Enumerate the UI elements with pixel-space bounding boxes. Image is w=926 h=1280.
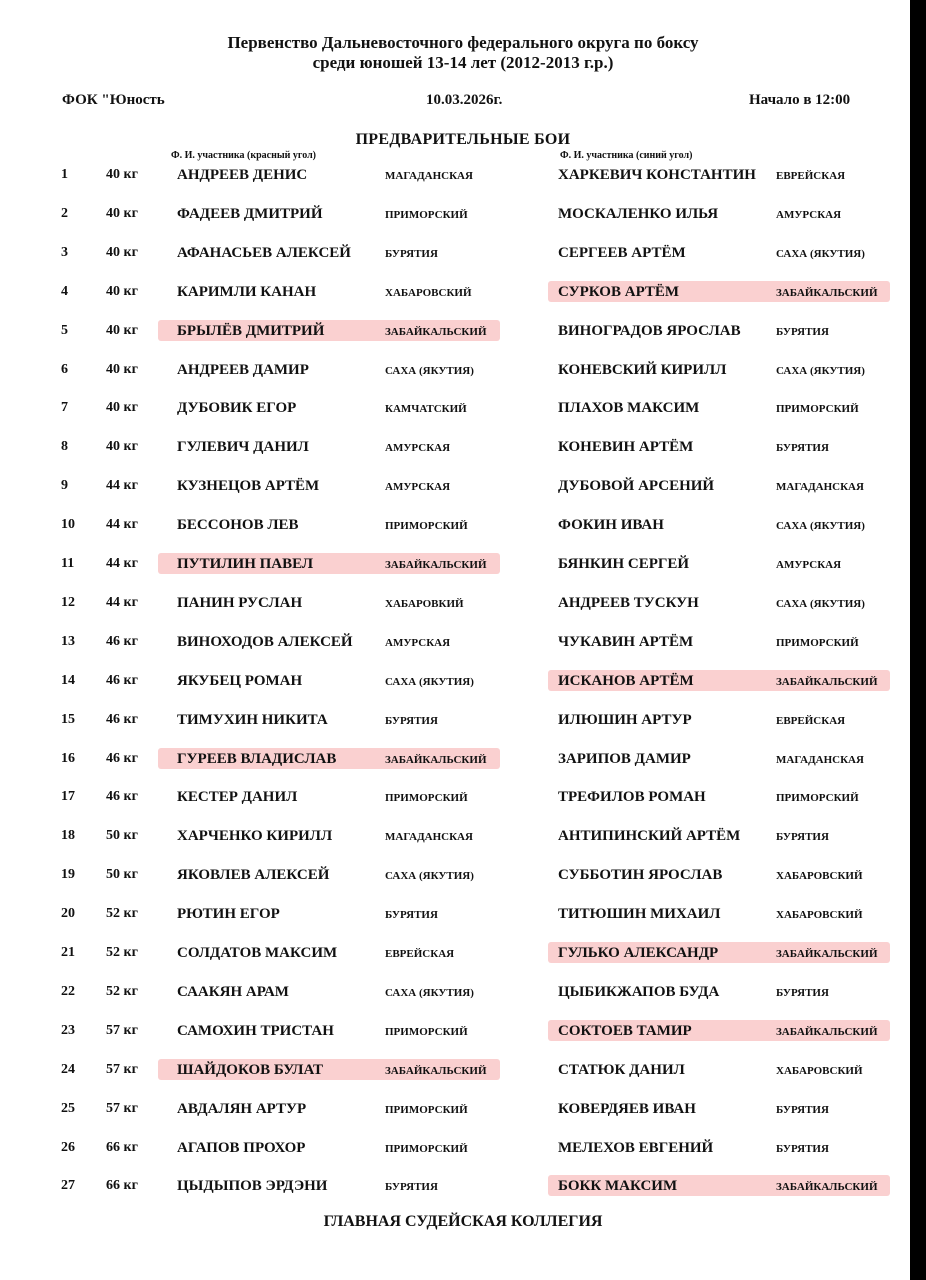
red-corner-name: ГУЛЕВИЧ ДАНИЛ xyxy=(177,439,309,456)
blue-corner-region: МАГАДАНСКАЯ xyxy=(776,481,864,494)
blue-corner-region: САХА (ЯКУТИЯ) xyxy=(776,520,865,533)
red-corner-name: САМОХИН ТРИСТАН xyxy=(177,1022,334,1039)
weight-class: 46 кг xyxy=(106,633,138,649)
red-corner-name: КАРИМЛИ КАНАН xyxy=(177,283,317,300)
red-corner-region: АМУРСКАЯ xyxy=(385,636,451,649)
column-header-blue-corner: Ф. И. участника (синий угол) xyxy=(560,150,693,161)
blue-corner-name: ЗАРИПОВ ДАМИР xyxy=(558,750,691,767)
weight-class: 46 кг xyxy=(106,711,138,727)
bout-number: 1 xyxy=(61,167,68,182)
red-corner-name: ВИНОХОДОВ АЛЕКСЕЙ xyxy=(177,633,353,650)
red-corner-name: ГУРЕЕВ ВЛАДИСЛАВ xyxy=(177,750,337,767)
blue-corner-region: БУРЯТИЯ xyxy=(776,1103,829,1116)
bout-number: 24 xyxy=(61,1061,75,1077)
footer-title: ГЛАВНАЯ СУДЕЙСКАЯ КОЛЛЕГИЯ xyxy=(323,1213,603,1230)
red-corner-name: АНДРЕЕВ ДЕНИС xyxy=(177,167,308,183)
blue-corner-region: САХА (ЯКУТИЯ) xyxy=(776,247,865,260)
red-corner-region: БУРЯТИЯ xyxy=(385,1181,438,1194)
blue-corner-name: ДУБОВОЙ АРСЕНИЙ xyxy=(558,478,715,495)
weight-class: 46 кг xyxy=(106,672,138,688)
scan-edge xyxy=(910,0,926,1280)
red-corner-name: РЮТИН ЕГОР xyxy=(177,906,280,923)
weight-class: 46 кг xyxy=(106,750,138,766)
bout-row xyxy=(0,742,910,780)
bout-row xyxy=(0,936,910,974)
red-corner-name: БЕССОНОВ ЛЕВ xyxy=(177,517,299,534)
bout-number: 15 xyxy=(61,711,75,727)
bout-row xyxy=(0,353,910,391)
blue-corner-region: БУРЯТИЯ xyxy=(776,986,829,999)
blue-corner-name: КОВЕРДЯЕВ ИВАН xyxy=(558,1100,696,1117)
bout-number: 12 xyxy=(61,594,75,610)
weight-class: 40 кг xyxy=(106,361,138,377)
bout-number: 21 xyxy=(61,945,75,960)
red-corner-name: СОЛДАТОВ МАКСИМ xyxy=(177,945,338,961)
bout-row xyxy=(0,391,910,429)
bout-number: 4 xyxy=(61,283,68,299)
bout-row xyxy=(0,430,910,468)
blue-corner-region: ХАБАРОВСКИЙ xyxy=(776,870,863,883)
blue-corner-name: СУРКОВ АРТЁМ xyxy=(558,283,680,300)
bout-number: 7 xyxy=(61,400,68,416)
blue-corner-name: АНДРЕЕВ ТУСКУН xyxy=(558,594,699,611)
blue-corner-region: ЗАБАЙКАЛЬСКИЙ xyxy=(776,286,878,299)
bout-row xyxy=(0,819,910,857)
weight-class: 44 кг xyxy=(106,594,138,610)
bout-row xyxy=(0,664,910,702)
red-corner-region: БУРЯТИЯ xyxy=(385,247,438,260)
blue-corner-region: БУРЯТИЯ xyxy=(776,325,829,338)
blue-corner-region: МАГАДАНСКАЯ xyxy=(776,753,864,766)
blue-corner-name: КОНЕВИН АРТЁМ xyxy=(558,439,694,456)
blue-corner-region: ЗАБАЙКАЛЬСКИЙ xyxy=(776,948,878,960)
red-corner-region: ПРИМОРСКИЙ xyxy=(385,520,468,533)
bout-row xyxy=(0,780,910,818)
bout-number: 23 xyxy=(61,1022,75,1038)
red-corner-region: САХА (ЯКУТИЯ) xyxy=(385,986,474,999)
bout-number: 19 xyxy=(61,867,75,883)
weight-class: 57 кг xyxy=(106,1061,138,1077)
document-title-line1: Первенство Дальневосточного федерального округа по боксу xyxy=(227,33,699,52)
blue-corner-name: ТРЕФИЛОВ РОМАН xyxy=(558,789,706,806)
event-date: 10.03.2026г. xyxy=(426,92,503,108)
document-title-line2: среди юношей 13-14 лет (2012-2013 г.р.) xyxy=(312,53,614,72)
red-corner-region: МАГАДАНСКАЯ xyxy=(385,831,473,844)
weight-class: 40 кг xyxy=(106,283,138,299)
weight-class: 52 кг xyxy=(106,945,138,960)
weight-class: 44 кг xyxy=(106,478,138,494)
weight-class: 50 кг xyxy=(106,828,138,844)
blue-corner-name: КОНЕВСКИЙ КИРИЛЛ xyxy=(558,361,727,378)
red-corner-region: БУРЯТИЯ xyxy=(385,909,438,922)
red-corner-name: КЕСТЕР ДАНИЛ xyxy=(177,789,298,806)
bout-number: 13 xyxy=(61,633,75,649)
blue-corner-region: ХАБАРОВСКИЙ xyxy=(776,909,863,922)
venue: ФОК "Юность xyxy=(62,92,165,108)
red-corner-name: ФАДЕЕВ ДМИТРИЙ xyxy=(177,205,323,222)
bout-row xyxy=(0,508,910,546)
red-corner-name: ХАРЧЕНКО КИРИЛЛ xyxy=(177,828,333,845)
blue-corner-region: САХА (ЯКУТИЯ) xyxy=(776,597,865,610)
blue-corner-region: БУРЯТИЯ xyxy=(776,442,829,455)
bout-row xyxy=(0,1053,910,1091)
red-corner-name: ПУТИЛИН ПАВЕЛ xyxy=(177,556,314,572)
blue-corner-region: БУРЯТИЯ xyxy=(776,1142,829,1155)
bout-number: 5 xyxy=(61,322,68,338)
blue-corner-region: ЗАБАЙКАЛЬСКИЙ xyxy=(776,1025,878,1038)
bout-number: 10 xyxy=(61,517,75,533)
bout-number: 14 xyxy=(61,672,75,688)
bout-row xyxy=(0,1131,910,1169)
bout-number: 6 xyxy=(61,361,68,377)
red-corner-name: АВДАЛЯН АРТУР xyxy=(177,1100,307,1117)
weight-class: 40 кг xyxy=(106,244,138,260)
blue-corner-region: САХА (ЯКУТИЯ) xyxy=(776,364,865,377)
red-corner-region: АМУРСКАЯ xyxy=(385,481,451,494)
red-corner-region: ПРИМОРСКИЙ xyxy=(385,1025,468,1038)
bout-number: 20 xyxy=(61,906,75,922)
bout-number: 11 xyxy=(61,556,75,571)
weight-class: 50 кг xyxy=(106,867,138,883)
red-corner-name: АФАНАСЬЕВ АЛЕКСЕЙ xyxy=(177,244,351,261)
weight-class: 52 кг xyxy=(106,906,138,922)
bout-row xyxy=(0,975,910,1013)
weight-class: 40 кг xyxy=(106,167,138,182)
red-corner-name: КУЗНЕЦОВ АРТЁМ xyxy=(177,478,320,495)
bout-row xyxy=(0,703,910,741)
bout-row xyxy=(0,858,910,896)
bout-row xyxy=(0,469,910,507)
red-corner-region: САХА (ЯКУТИЯ) xyxy=(385,870,474,883)
red-corner-region: ПРИМОРСКИЙ xyxy=(385,1103,468,1116)
bout-row xyxy=(0,158,910,196)
red-corner-region: ПРИМОРСКИЙ xyxy=(385,792,468,805)
bout-row xyxy=(0,547,910,585)
blue-corner-region: ЕВРЕЙСКАЯ xyxy=(776,170,846,182)
blue-corner-region: ЗАБАЙКАЛЬСКИЙ xyxy=(776,1181,878,1194)
weight-class: 66 кг xyxy=(106,1139,138,1155)
red-corner-name: БРЫЛЁВ ДМИТРИЙ xyxy=(177,322,325,339)
red-corner-region: ЗАБАЙКАЛЬСКИЙ xyxy=(385,325,487,338)
red-corner-region: ПРИМОРСКИЙ xyxy=(385,208,468,221)
blue-corner-name: ХАРКЕВИЧ КОНСТАНТИН xyxy=(558,167,756,183)
bout-number: 3 xyxy=(61,244,68,260)
red-corner-name: ДУБОВИК ЕГОР xyxy=(177,400,297,417)
weight-class: 40 кг xyxy=(106,400,138,416)
red-corner-region: БУРЯТИЯ xyxy=(385,714,438,727)
blue-corner-region: БУРЯТИЯ xyxy=(776,831,829,844)
blue-corner-name: ГУЛЬКО АЛЕКСАНДР xyxy=(558,945,719,961)
red-corner-region: АМУРСКАЯ xyxy=(385,442,451,455)
weight-class: 52 кг xyxy=(106,983,138,999)
blue-corner-region: АМУРСКАЯ xyxy=(776,208,842,221)
blue-corner-name: АНТИПИНСКИЙ АРТЁМ xyxy=(558,828,741,845)
blue-corner-name: ИСКАНОВ АРТЁМ xyxy=(558,672,694,689)
red-corner-region: ЕВРЕЙСКАЯ xyxy=(385,948,455,960)
red-corner-name: ШАЙДОКОВ БУЛАТ xyxy=(177,1061,324,1078)
blue-corner-name: ПЛАХОВ МАКСИМ xyxy=(558,400,700,417)
weight-class: 40 кг xyxy=(106,439,138,455)
bout-row xyxy=(0,236,910,274)
bout-number: 27 xyxy=(61,1178,75,1194)
red-corner-region: ЗАБАЙКАЛЬСКИЙ xyxy=(385,753,487,766)
blue-corner-name: СТАТЮК ДАНИЛ xyxy=(558,1061,685,1078)
red-corner-name: ТИМУХИН НИКИТА xyxy=(177,711,328,728)
start-time: Начало в 12:00 xyxy=(749,92,851,108)
bout-number: 25 xyxy=(61,1100,75,1116)
weight-class: 40 кг xyxy=(106,205,138,221)
bout-row xyxy=(0,625,910,663)
blue-corner-name: БОКК МАКСИМ xyxy=(558,1178,678,1195)
bout-number: 18 xyxy=(61,828,75,844)
weight-class: 44 кг xyxy=(106,517,138,533)
bout-row xyxy=(0,586,910,624)
bout-number: 17 xyxy=(61,789,75,805)
bout-row xyxy=(0,197,910,235)
bout-row xyxy=(0,897,910,935)
section-title: ПРЕДВАРИТЕЛЬНЫЕ БОИ xyxy=(355,131,571,148)
red-corner-region: МАГАДАНСКАЯ xyxy=(385,170,473,182)
weight-class: 66 кг xyxy=(106,1178,138,1194)
weight-class: 46 кг xyxy=(106,789,138,805)
red-corner-name: АНДРЕЕВ ДАМИР xyxy=(177,361,309,378)
weight-class: 40 кг xyxy=(106,322,138,338)
column-header-red-corner: Ф. И. участника (красный угол) xyxy=(171,150,317,161)
bout-number: 22 xyxy=(61,983,75,999)
blue-corner-name: ФОКИН ИВАН xyxy=(558,517,664,534)
blue-corner-name: БЯНКИН СЕРГЕЙ xyxy=(558,556,690,572)
red-corner-region: ЗАБАЙКАЛЬСКИЙ xyxy=(385,1064,487,1077)
red-corner-region: ПРИМОРСКИЙ xyxy=(385,1142,468,1155)
blue-corner-name: СОКТОЕВ ТАМИР xyxy=(558,1022,692,1039)
red-corner-region: ХАБАРОВКИЙ xyxy=(385,597,464,610)
blue-corner-name: СУББОТИН ЯРОСЛАВ xyxy=(558,867,723,884)
blue-corner-region: АМУРСКАЯ xyxy=(776,559,842,571)
bout-number: 8 xyxy=(61,439,68,455)
blue-corner-region: ХАБАРОВСКИЙ xyxy=(776,1064,863,1077)
red-corner-name: ЦЫДЫПОВ ЭРДЭНИ xyxy=(177,1178,328,1195)
blue-corner-name: ЧУКАВИН АРТЁМ xyxy=(558,633,694,650)
blue-corner-name: СЕРГЕЕВ АРТЁМ xyxy=(558,244,686,261)
bout-row xyxy=(0,314,910,352)
red-corner-name: СААКЯН АРАМ xyxy=(177,983,289,1000)
blue-corner-name: ВИНОГРАДОВ ЯРОСЛАВ xyxy=(558,322,741,339)
red-corner-region: ЗАБАЙКАЛЬСКИЙ xyxy=(385,559,487,571)
bout-row xyxy=(0,1169,910,1207)
weight-class: 57 кг xyxy=(106,1022,138,1038)
bout-number: 9 xyxy=(61,478,68,494)
blue-corner-name: ЦЫБИКЖАПОВ БУДА xyxy=(558,983,720,1000)
blue-corner-region: ЗАБАЙКАЛЬСКИЙ xyxy=(776,675,878,688)
red-corner-name: АГАПОВ ПРОХОР xyxy=(177,1139,306,1156)
red-corner-name: ЯКОВЛЕВ АЛЕКСЕЙ xyxy=(177,867,330,884)
bout-row xyxy=(0,1014,910,1052)
blue-corner-region: ПРИМОРСКИЙ xyxy=(776,792,859,805)
blue-corner-name: ТИТЮШИН МИХАИЛ xyxy=(558,906,721,923)
blue-corner-name: МЕЛЕХОВ ЕВГЕНИЙ xyxy=(558,1139,714,1156)
bout-row xyxy=(0,1092,910,1130)
blue-corner-region: ЕВРЕЙСКАЯ xyxy=(776,714,846,727)
bout-number: 16 xyxy=(61,750,75,766)
weight-class: 44 кг xyxy=(106,556,138,571)
red-corner-region: САХА (ЯКУТИЯ) xyxy=(385,675,474,688)
bout-row xyxy=(0,275,910,313)
red-corner-name: ПАНИН РУСЛАН xyxy=(177,594,303,611)
blue-corner-region: ПРИМОРСКИЙ xyxy=(776,636,859,649)
red-corner-region: САХА (ЯКУТИЯ) xyxy=(385,364,474,377)
blue-corner-name: ИЛЮШИН АРТУР xyxy=(558,711,692,728)
weight-class: 57 кг xyxy=(106,1100,138,1116)
blue-corner-name: МОСКАЛЕНКО ИЛЬЯ xyxy=(558,205,719,222)
blue-corner-region: ПРИМОРСКИЙ xyxy=(776,403,859,416)
red-corner-region: КАМЧАТСКИЙ xyxy=(385,403,467,416)
bout-number: 26 xyxy=(61,1139,75,1155)
bout-number: 2 xyxy=(61,205,68,221)
red-corner-region: ХАБАРОВСКИЙ xyxy=(385,286,472,299)
red-corner-name: ЯКУБЕЦ РОМАН xyxy=(177,672,303,689)
